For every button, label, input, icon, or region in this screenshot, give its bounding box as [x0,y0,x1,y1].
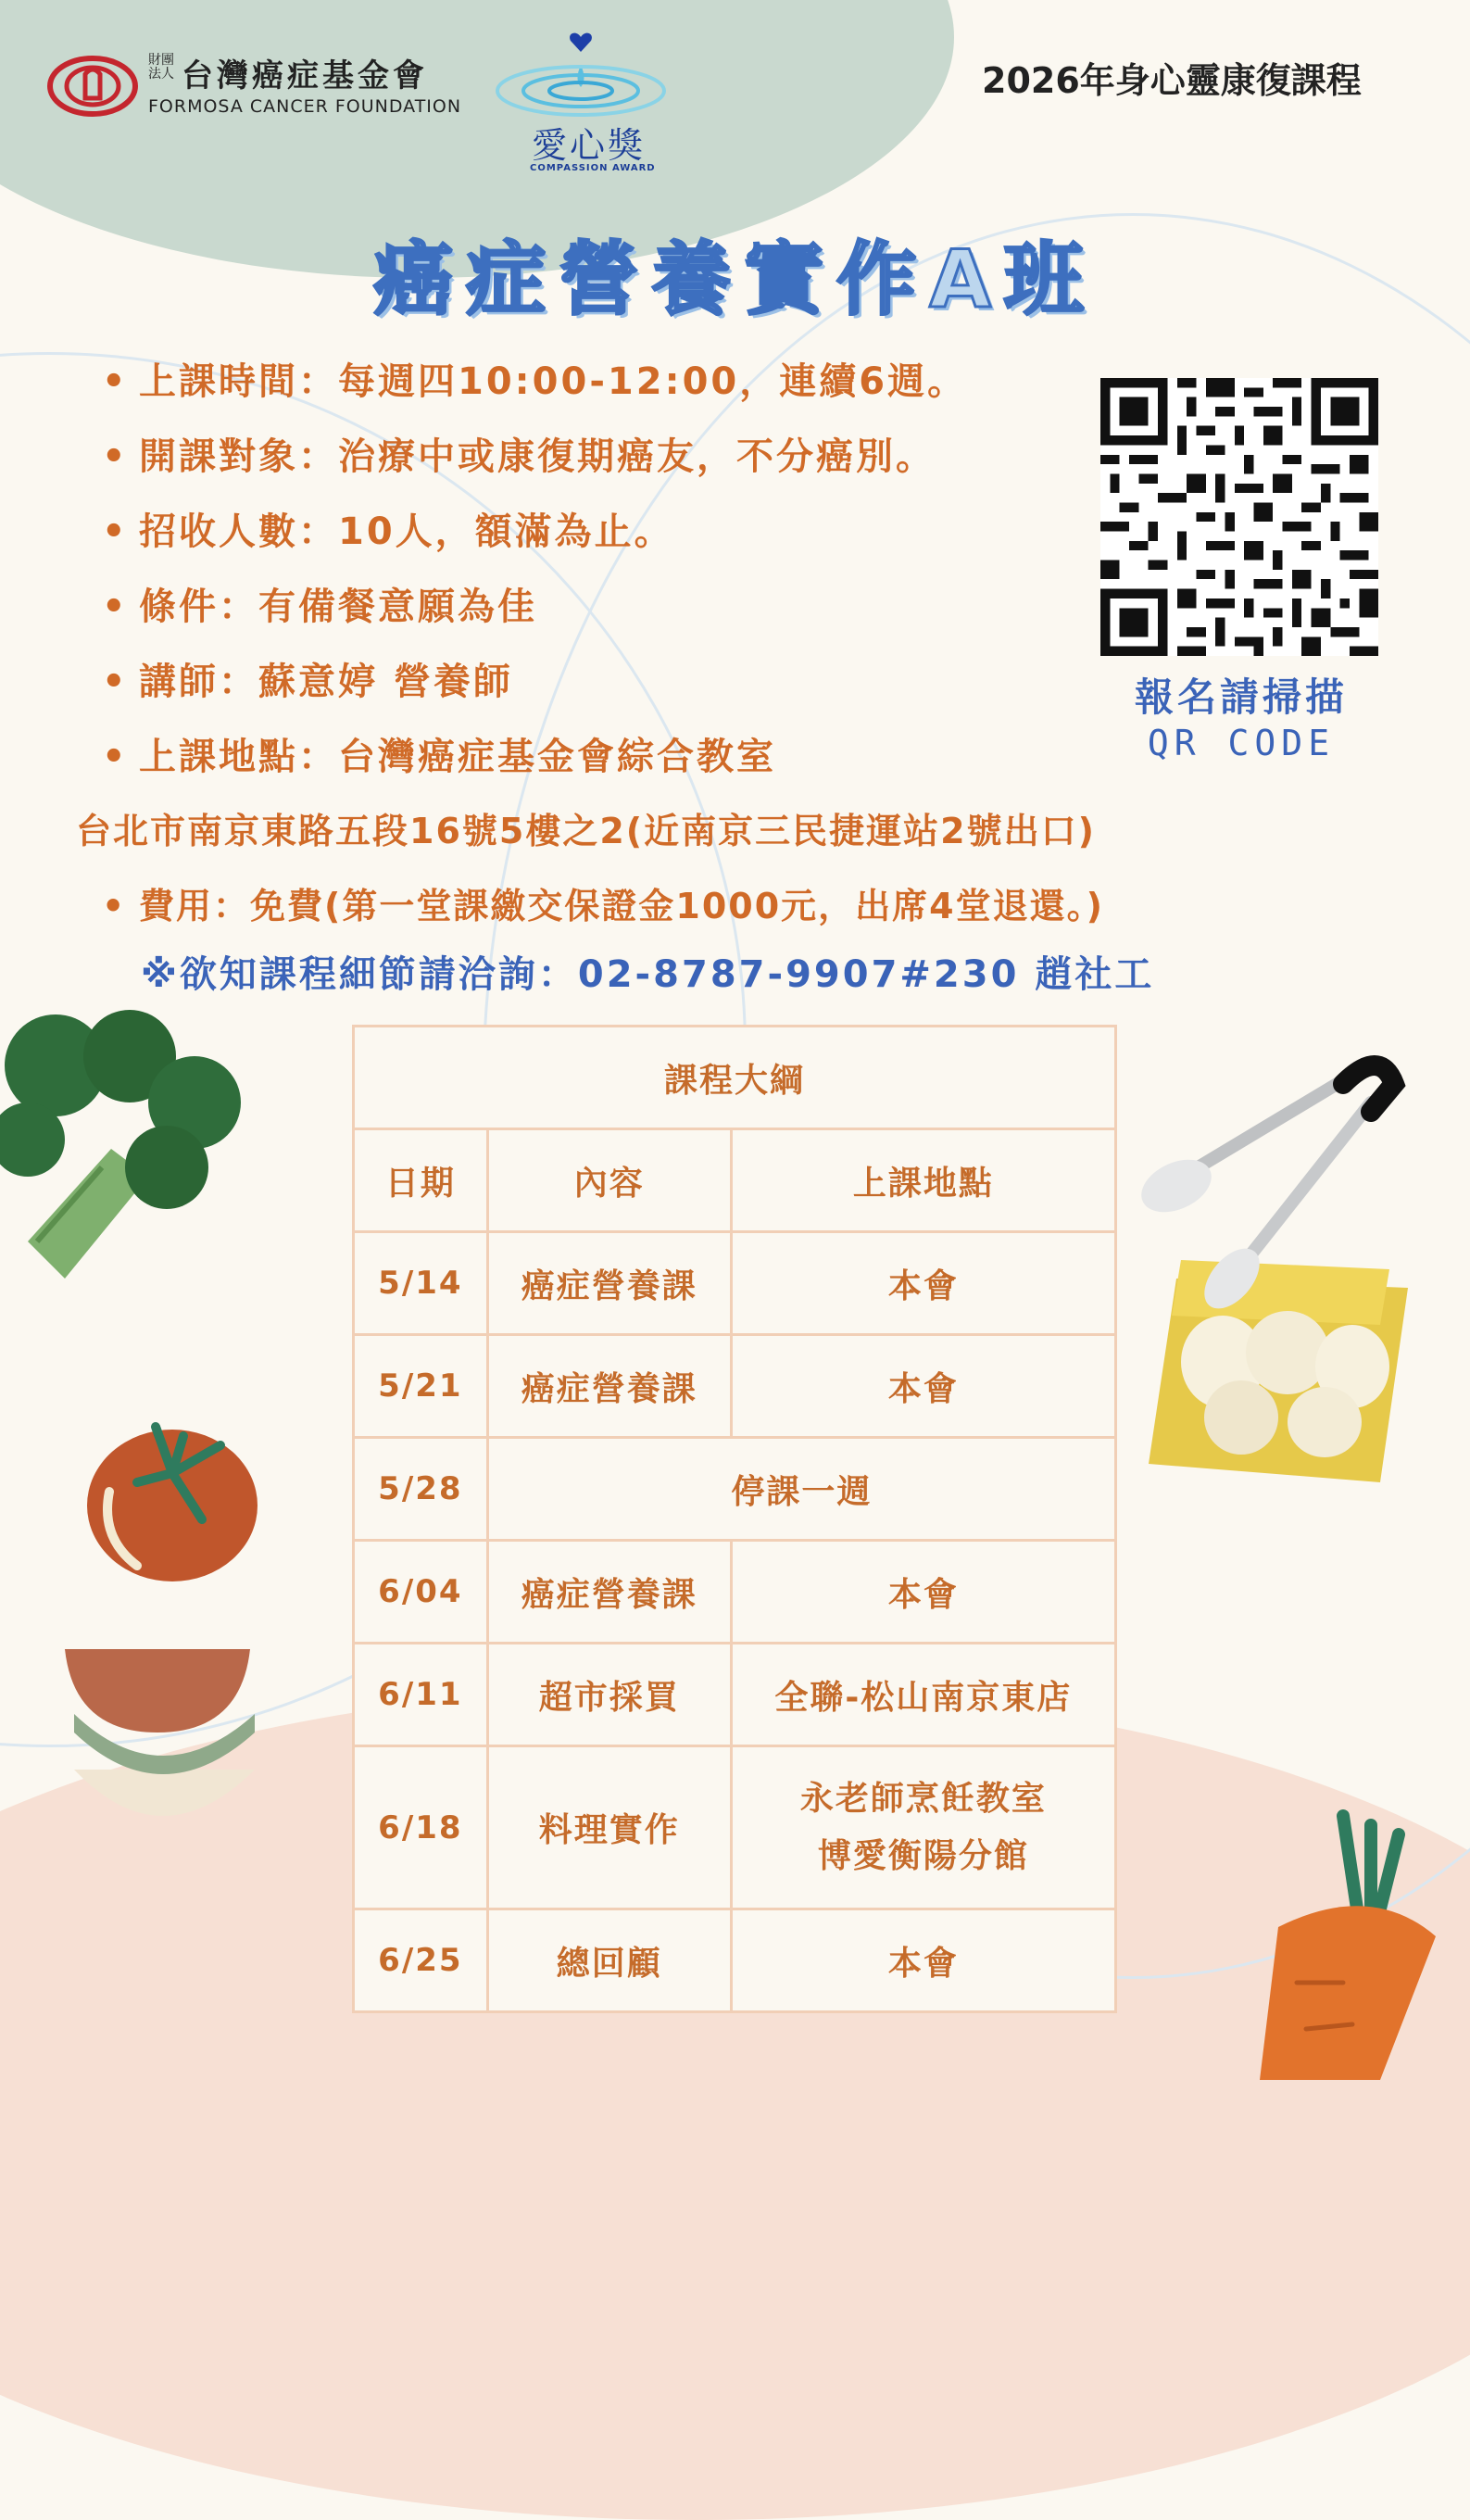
column-header: 日期 [354,1129,488,1232]
cell-content: 癌症營養課 [487,1541,731,1644]
info-item-location: • 上課地點：台灣癌症基金會綜合教室 [102,736,776,778]
cell-place-line: 博愛衡陽分館 [817,1836,1029,1875]
cell-place: 本會 [731,1541,1115,1644]
qr-caption-code: QR CODE [1147,723,1336,763]
table-row [354,1232,1116,1335]
cell-place: 本會 [731,1335,1115,1438]
org-name-english: FORMOSA CANCER FOUNDATION [148,96,462,117]
table-row [354,1335,1116,1438]
cell-content: 超市採買 [487,1644,731,1746]
table-row [354,1746,1116,1909]
info-item-condition: • 條件：有備餐意願為佳 [102,586,537,628]
course-schedule-table [352,1025,1117,2013]
award-name-english: COMPASSION AWARD [530,163,656,173]
carrot-icon [1223,1797,1445,2080]
org-prefix: 財團 法人 [148,53,174,82]
signup-qr-code[interactable] [1100,378,1378,656]
cell-date: 6/04 [354,1541,488,1644]
cell-date: 6/18 [354,1746,488,1909]
cell-content: 總回顧 [487,1909,731,2012]
info-item-instructor: • 講師：蘇意婷 營養師 [102,661,513,703]
cell-place: 全聯-松山南京東店 [731,1644,1115,1746]
table-header-row [354,1129,1116,1232]
cell-place: 本會 [731,1232,1115,1335]
info-item-capacity: • 招收人數：10人，額滿為止。 [102,510,674,553]
address: 台北市南京東路五段16號5樓之2(近南京三民捷運站2號出口) [76,811,1096,851]
column-header: 上課地點 [731,1129,1115,1232]
award-name: 愛心獎 [532,125,647,166]
info-item-audience: • 開課對象：治療中或康復期癌友，不分癌別。 [102,435,936,478]
cell-date: 5/28 [354,1438,488,1541]
cell-date: 5/21 [354,1335,488,1438]
table-title: 課程大綱 [354,1027,1116,1129]
contact-info: ※欲知課程細節請洽詢：02-8787-9907#230 趙社工 [141,953,1155,996]
cell-date: 6/11 [354,1644,488,1746]
series-title: 2026年身心靈康復課程 [982,60,1362,101]
cell-place [731,1746,1115,1909]
table-row [354,1644,1116,1746]
column-header: 內容 [487,1129,731,1232]
table-title-row [354,1027,1116,1129]
tomato-icon [82,1418,263,1584]
cell-place: 本會 [731,1909,1115,2012]
cell-merged: 停課一週 [487,1438,1115,1541]
cell-date: 6/25 [354,1909,488,2012]
qr-caption: 報名請掃描 [1134,674,1348,720]
table-row [354,1909,1116,2012]
cell-date: 5/14 [354,1232,488,1335]
stacked-bowls-icon [56,1640,269,1853]
foundation-logo-icon [46,54,139,119]
cell-content: 癌症營養課 [487,1232,731,1335]
info-item-time: • 上課時間：每週四10:00-12:00，連續6週。 [102,360,968,403]
info-item-fee: • 費用：免費(第一堂課繳交保證金1000元，出席4堂退還。) [102,886,1104,926]
org-name: 台灣癌症基金會 [182,57,428,94]
table-row [354,1541,1116,1644]
page-title: 癌症營養實作A班 [373,233,1097,326]
cell-place-line: 永老師烹飪教室 [799,1779,1047,1818]
table-row [354,1438,1116,1541]
cell-content: 癌症營養課 [487,1335,731,1438]
tongs-and-potatoes-icon [1139,1047,1417,1482]
cell-content: 料理實作 [487,1746,731,1909]
broccoli-icon [0,1010,250,1288]
